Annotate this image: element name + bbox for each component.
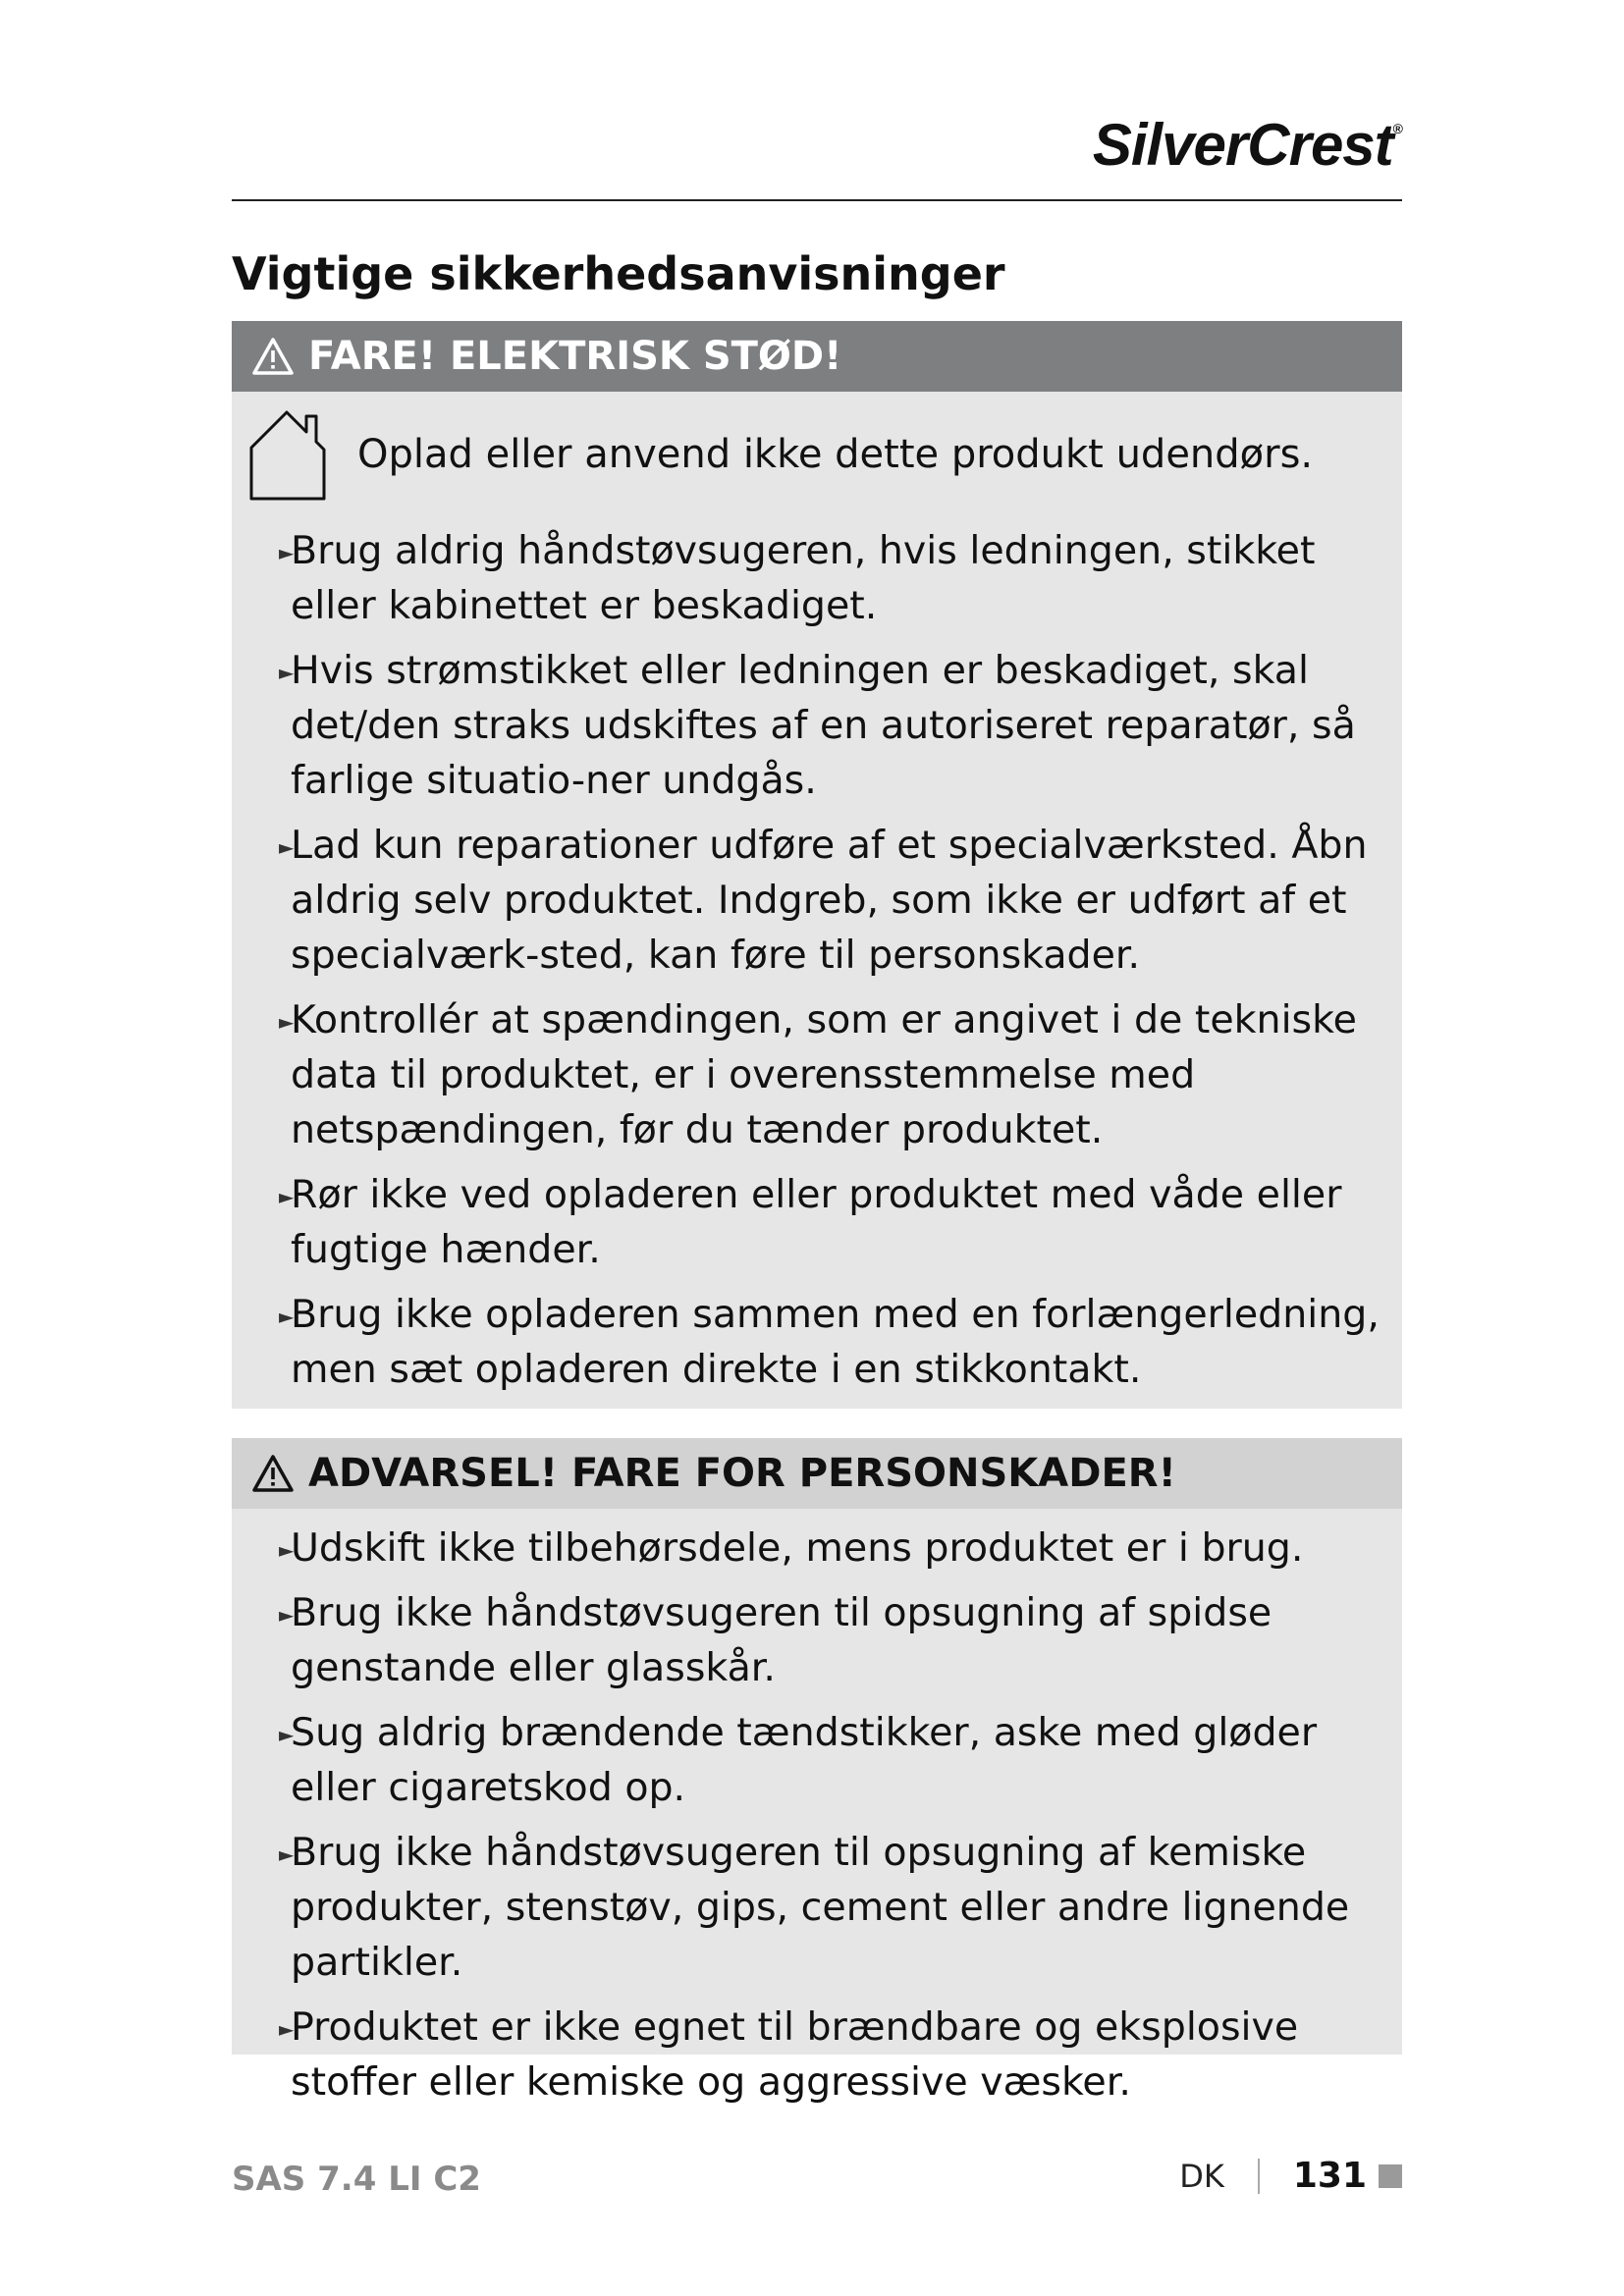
- warning-heading: ADVARSEL! FARE FOR PERSONSKADER!: [308, 1451, 1176, 1496]
- list-item-text: Rør ikke ved opladeren eller produktet med våde eller fugtige hænder.: [291, 1172, 1342, 1272]
- list-item: [232, 1287, 1402, 1397]
- footer-model: SAS 7.4 LI C2: [232, 2160, 481, 2199]
- page-title: Vigtige sikkerhedsanvisninger: [232, 247, 1005, 300]
- list-item-text: Lad kun reparationer udføre af et specialværksted. Åbn aldrig selv produktet. Indgreb, som ikke er udført af et specialværk-sted, kan føre til personskader.: [291, 823, 1368, 978]
- list-item-text: Brug ikke opladeren sammen med en forlængerledning, men sæt opladeren direkte i en stikkontakt.: [291, 1292, 1380, 1392]
- list-item: [232, 2000, 1402, 2109]
- bullet-arrow-icon: ►: [279, 1603, 295, 1627]
- footer-page-info: [1179, 2156, 1402, 2196]
- bullet-arrow-icon: ►: [279, 1842, 295, 1866]
- warning-section: [232, 1438, 1402, 2105]
- warning-item-list: [232, 1509, 1402, 2109]
- list-item: [232, 1585, 1402, 1695]
- registered-mark: ®: [1392, 121, 1402, 136]
- brand-logo-text: SilverCrest: [1092, 112, 1393, 178]
- outdoor-notice-text: Oplad eller anvend ikke dette produkt udendørs.: [357, 432, 1314, 477]
- list-item: [232, 1825, 1402, 1990]
- list-item: [232, 523, 1402, 633]
- list-item-text: Brug ikke håndstøvsugeren til opsugning af spidse genstande eller glasskår.: [291, 1590, 1272, 1690]
- list-item: [232, 1167, 1402, 1277]
- list-item: [232, 643, 1402, 808]
- list-item-text: Brug aldrig håndstøvsugeren, hvis ledningen, stikket eller kabinettet er beskadiget.: [291, 528, 1316, 628]
- warning-triangle-icon: [251, 337, 295, 376]
- list-item-text: Udskift ikke tilbehørsdele, mens produktet er i brug.: [291, 1525, 1304, 1571]
- bullet-arrow-icon: ►: [279, 1538, 295, 1562]
- header-rule: [232, 199, 1402, 201]
- footer-page-number: 131: [1292, 2156, 1367, 2196]
- danger-item-list: [232, 504, 1402, 1397]
- bullet-arrow-icon: ►: [279, 1723, 295, 1746]
- bullet-arrow-icon: ►: [279, 661, 295, 684]
- warning-heading-bar: [232, 1438, 1402, 1509]
- footer-square-icon: [1379, 2164, 1402, 2188]
- danger-section: [232, 321, 1402, 1409]
- bullet-arrow-icon: ►: [279, 1185, 295, 1208]
- danger-heading: FARE! ELEKTRISK STØD!: [308, 334, 842, 379]
- list-item: [232, 1521, 1402, 1575]
- bullet-arrow-icon: ►: [279, 1305, 295, 1328]
- footer-language: DK: [1179, 2157, 1224, 2195]
- list-item-text: Brug ikke håndstøvsugeren til opsugning af kemiske produkter, stenstøv, gips, cement eller andre lignende partikler.: [291, 1830, 1350, 1985]
- bullet-arrow-icon: ►: [279, 2017, 295, 2041]
- list-item-text: Kontrollér at spændingen, som er angivet i de tekniske data til produktet, er i overensstemmelse med netspændingen, før du tænder produktet.: [291, 997, 1357, 1152]
- warning-triangle-icon: [251, 1454, 295, 1493]
- list-item-text: Hvis strømstikket eller ledningen er beskadiget, skal det/den straks udskiftes af en autoriseret reparatør, så farlige situatio-ner undgås.: [291, 648, 1356, 803]
- house-icon: [247, 406, 328, 503]
- footer-separator: [1258, 2159, 1260, 2194]
- outdoor-notice: [232, 392, 1402, 504]
- list-item-text: Sug aldrig brændende tændstikker, aske med gløder eller cigaretskod op.: [291, 1710, 1318, 1810]
- brand-logo: [1092, 112, 1402, 178]
- list-item: [232, 1705, 1402, 1815]
- list-item-text: Produktet er ikke egnet til brændbare og eksplosive stoffer eller kemiske og aggressive væsker.: [291, 2004, 1299, 2105]
- danger-heading-bar: [232, 321, 1402, 392]
- list-item: [232, 818, 1402, 983]
- list-item: [232, 992, 1402, 1157]
- bullet-arrow-icon: ►: [279, 1010, 295, 1034]
- bullet-arrow-icon: ►: [279, 541, 295, 564]
- bullet-arrow-icon: ►: [279, 835, 295, 859]
